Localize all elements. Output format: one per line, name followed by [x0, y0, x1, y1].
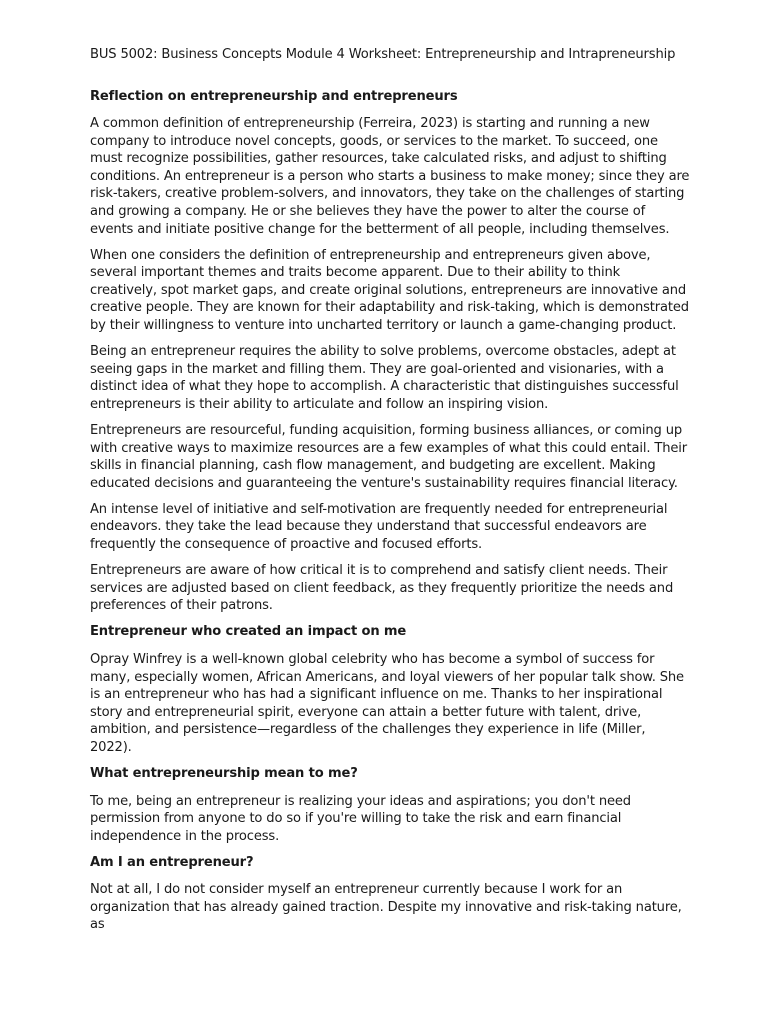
document-page: [90, 46, 690, 943]
paragraph: Not at all, I do not consider myself an entrepreneur currently because I work for an organization that has already gained traction. Despite my innovative and risk-taking nature, as: [90, 882, 682, 933]
section-heading-meaning: What entrepreneurship mean to me?: [90, 766, 358, 781]
paragraph: Entrepreneurs are resourceful, funding acquisition, forming business alliances, or coming up with creative ways to maximize resources are a few examples of what this could entail. Their skills in financial planning, cash flow management, and budgeting are excellent. Making educated decisions and guaranteeing the venture's sustainability requires financial literacy.: [90, 423, 687, 491]
paragraph: Entrepreneurs are aware of how critical it is to comprehend and satisfy client needs. Their services are adjusted based on client feedback, as they frequently prioritize the needs and preferences of their patrons.: [90, 563, 674, 614]
section-heading-impact: Entrepreneur who created an impact on me: [90, 624, 407, 640]
section-heading-reflection: Reflection on entrepreneurship and entrepreneurs: [90, 88, 458, 104]
paragraph: Opray Winfrey is a well-known global celebrity who has become a symbol of success for many, especially women, African Americans, and loyal viewers of her popular talk show. She is an entrepreneur who has had a significant influence on me. Thanks to her inspirational story and entrepreneurial spirit, everyone can attain a better future with talent, drive, ambition, and persistence—regardless of the challenges they experience in life (Miller, 2022).: [90, 651, 684, 755]
paragraph: To me, being an entrepreneur is realizing your ideas and aspirations; you don't need permission from anyone to do so if you're willing to take the risk and earn financial independence in the process.: [90, 793, 631, 844]
paragraph: When one considers the definition of entrepreneurship and entrepreneurs given above, several important themes and traits become apparent. Due to their ability to think creatively, spot market gaps, and create original solutions, entrepreneurs are innovative and creative people. They are known for their adaptability and risk-taking, which is demonstrated by their willingness to venture into uncharted territory or launch a game-changing product.: [90, 247, 689, 334]
document-title: BUS 5002: Business Concepts Module 4 Worksheet: Entrepreneurship and Intrapreneurship: [90, 47, 676, 62]
section-heading-am-i: Am I an entrepreneur?: [90, 854, 254, 870]
paragraph: Being an entrepreneur requires the ability to solve problems, overcome obstacles, adept at seeing gaps in the market and filling them. They are goal-oriented and visionaries, with a distinct idea of what they hope to accomplish. A characteristic that distinguishes successful entrepreneurs is their ability to articulate and follow an inspiring vision.: [90, 344, 679, 412]
paragraph: An intense level of initiative and self-motivation are frequently needed for entrepreneurial endeavors. they take the lead because they understand that successful endeavors are frequently the consequence of proactive and focused efforts.: [90, 501, 668, 553]
paragraph: A common definition of entrepreneurship (Ferreira, 2023) is starting and running a new company to introduce novel concepts, goods, or services to the market. To succeed, one must recognize possibilities, gather resources, take calculated risks, and adjust to shifting conditions. An entrepreneur is a person who starts a business to make money; since they are risk-takers, creative problem-solvers, and innovators, they take on the challenges of starting and growing a company. He or she believes they have the power to alter the course of events and initiate positive change for the betterment of all people, including themselves.: [90, 116, 690, 237]
